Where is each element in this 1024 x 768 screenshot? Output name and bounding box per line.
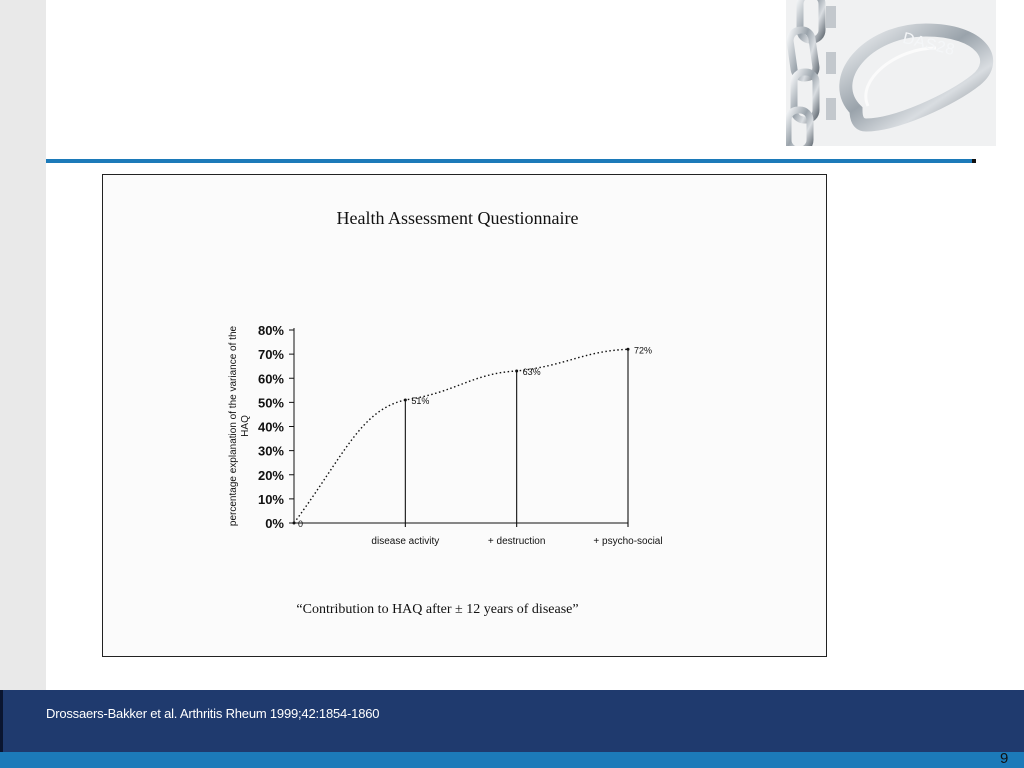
data-label: 72% <box>634 345 653 356</box>
data-label: 63% <box>522 367 541 378</box>
x-category-label: disease activity <box>371 536 440 547</box>
y-tick-label: 80% <box>257 323 284 338</box>
bottom-band <box>0 752 1024 768</box>
y-tick-label: 70% <box>257 347 284 363</box>
y-axis-label: percentage explanation of the variance of theHAQ <box>228 325 251 527</box>
page-number: 9 <box>1000 750 1009 767</box>
y-tick-label: 0% <box>265 516 284 531</box>
y-tick-label: 20% <box>257 467 284 483</box>
footer-bar <box>0 690 1024 752</box>
x-category-label: + destruction <box>487 536 546 547</box>
header-rule <box>46 159 972 163</box>
y-tick-label: 60% <box>257 371 284 387</box>
left-margin-strip <box>0 0 46 690</box>
y-tick-label: 50% <box>257 395 284 411</box>
das28-logo <box>786 0 996 146</box>
y-tick-label: 10% <box>257 491 284 507</box>
y-tick-label: 30% <box>257 443 284 459</box>
chart-figure <box>102 174 827 657</box>
chain-carabiner-icon <box>786 0 996 146</box>
citation-text: Drossaers-Bakker et al. Arthritis Rheum 1999;42:1854-1860 <box>46 706 380 721</box>
data-label: 51% <box>411 395 430 406</box>
origin-label: 0 <box>298 519 304 529</box>
logo-text: DAS28 <box>900 29 957 60</box>
chart-caption: “Contribution to HAQ after ± 12 years of disease” <box>296 602 579 617</box>
header-rule-end <box>972 159 976 163</box>
x-category-label: + psycho-social <box>593 536 663 547</box>
chart-title: Health Assessment Questionnaire <box>336 208 579 228</box>
y-tick-label: 40% <box>257 419 284 435</box>
